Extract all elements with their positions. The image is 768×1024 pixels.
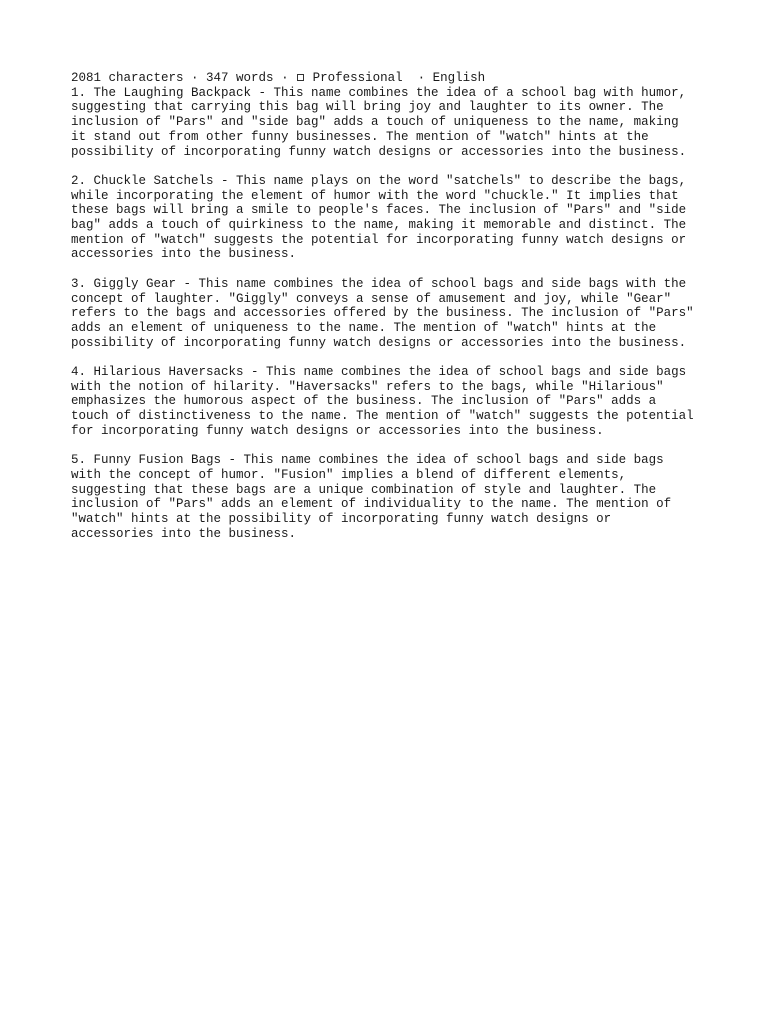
stats-separator: · (402, 71, 433, 85)
document-body (71, 71, 711, 541)
word-count: 347 words (206, 71, 274, 85)
tone-label: Professional (312, 71, 403, 85)
language-label: English (432, 71, 486, 85)
list-item-4: 4. Hilarious Haversacks - This name combines the idea of school bags and side bags with the notion of hilarity. "Haversacks" refers to the bags, while "Hilarious" emphasizes the humorous aspect of the business. The inclusion of "Pars" adds a touch of distinctiveness to the name. The mention of "watch" suggests the potential for incorporating funny watch designs or accessories into the business. (71, 365, 694, 438)
list-item-1: 1. The Laughing Backpack - This name combines the idea of a school bag with humor, suggesting that carrying this bag will bring joy and laughter to its owner. The inclusion of "Pars" and "side bag" adds a touch of uniqueness to the name, making it stand out from other funny businesses. The mention of "watch" hints at the possibility of incorporating funny watch designs or accessories into the business. (71, 85, 687, 159)
stats-separator: · (183, 71, 207, 85)
document-stats-line (71, 71, 711, 86)
character-count: 2081 characters (71, 71, 184, 85)
list-item-3: 3. Giggly Gear - This name combines the idea of school bags and side bags with the concept of laughter. "Giggly" conveys a sense of amusement and joy, while "Gear" refers to the bags and accessories offered by the business. The inclusion of "Pars" adds an element of uniqueness to the name. The mention of "watch" hints at the possibility of incorporating funny watch designs or accessories into the business. (71, 276, 694, 350)
list-item-2: 2. Chuckle Satchels - This name plays on the word "satchels" to describe the bags, while incorporating the element of humor with the word "chuckle." It implies that these bags will bring a smile to people's faces. The inclusion of "Pars" and "side bag" adds a touch of quirkiness to the name, making it memorable and distinct. The mention of "watch" suggests the potential for incorporating funny watch designs or accessories into the business. (71, 173, 687, 262)
stats-separator: · (273, 71, 297, 85)
square-icon (297, 74, 304, 81)
list-item-5: 5. Funny Fusion Bags - This name combines the idea of school bags and side bags with the concept of humor. "Fusion" implies a blend of different elements, suggesting that these bags are a unique combination of style and laughter. The inclusion of "Pars" adds an element of individuality to the name. The mention of "watch" hints at the possibility of incorporating funny watch designs or accessories into the business. (71, 453, 672, 541)
